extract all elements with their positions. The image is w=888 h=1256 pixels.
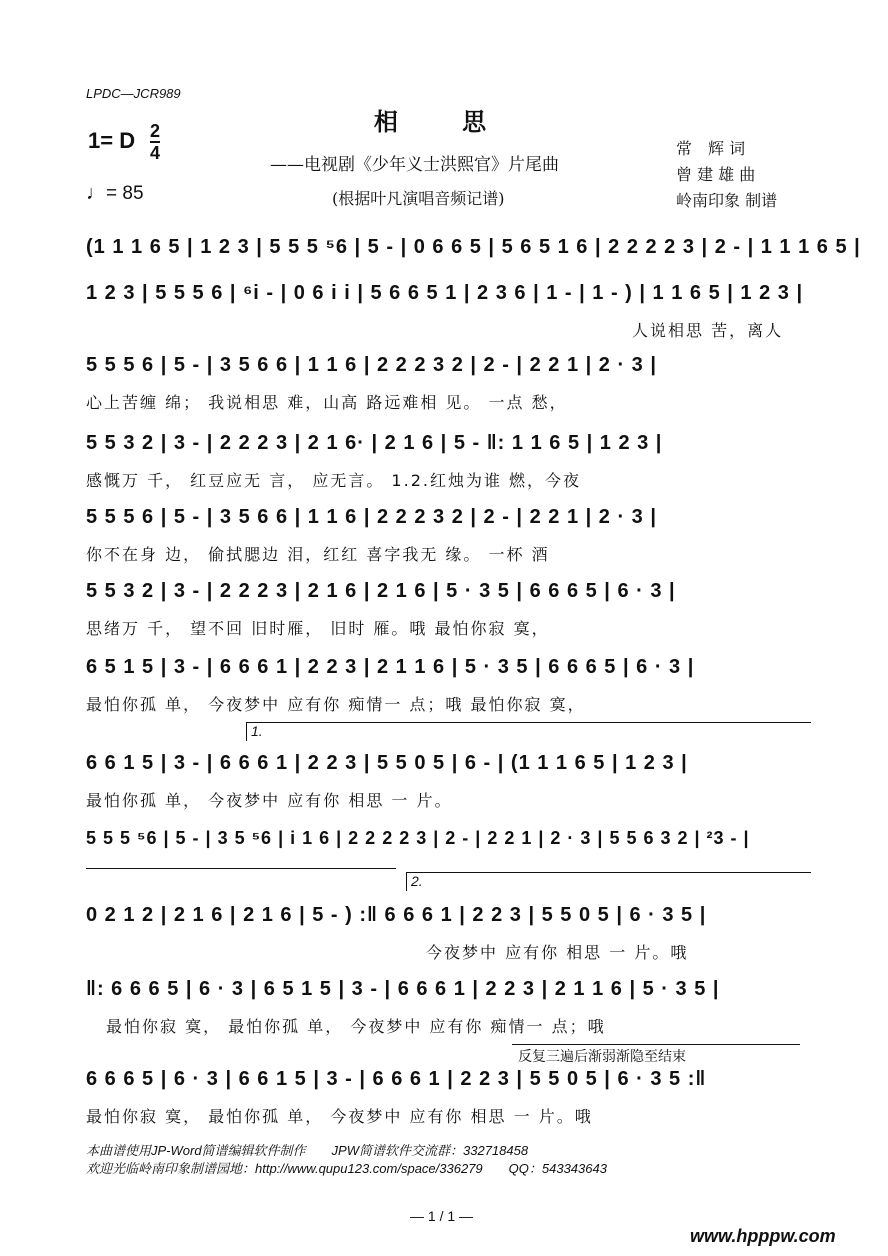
notation-line: 5 5 5 ⁵6 | 5 - | 3 5 ⁵6 | i 1 6 | 2 2 2 2 3 | 2 - | 2 2 1 | 2 · 3 | 5 5 6 3 2 | ²3 - | [86, 828, 750, 848]
notation-line: ‖: 6 6 6 5 | 6 · 3 | 6 5 1 5 | 3 - | 6 6 6 1 | 2 2 3 | 2 1 1 6 | 5 · 3 5 | [86, 978, 720, 1000]
song-title: 相 思 [373, 107, 515, 136]
lyric-line: 最怕你孤 单， 今夜梦中 应有你 痴情一 点；哦 最怕你寂 寞， [86, 695, 586, 714]
instruction-rule [512, 1044, 800, 1045]
song-subtitle: ——电视剧《少年义士洪熙官》片尾曲 [270, 155, 559, 175]
quarter-note-icon: ♩ [86, 182, 106, 204]
score-row-5 [86, 506, 806, 566]
score-row-2 [86, 282, 806, 342]
notation-line: 0 2 1 2 | 2 1 6 | 2 1 6 | 5 - ) :‖ 6 6 6 1 | 2 2 3 | 5 5 0 5 | 6 · 3 5 | [86, 904, 707, 926]
notation-line: (1 1 1 6 5 | 1 2 3 | 5 5 5 ⁵6 | 5 - | 0 6 6 5 | 5 6 5 1 6 | 2 2 2 2 3 | 2 - | 1 1 1 6 5 | [86, 236, 861, 258]
score-row-7 [86, 656, 806, 716]
lyric-line: 思绪万 千， 望不回 旧时雁， 旧时 雁。哦 最怕你寂 寞， [86, 619, 550, 638]
lyric-line: 最怕你寂 寞， 最怕你孤 单， 今夜梦中 应有你 相思 一 片。哦 [86, 1107, 593, 1126]
lyric-line: 今夜梦中 应有你 相思 一 片。哦 [426, 943, 689, 962]
arranger-credit: 岭南印象 制谱 [676, 191, 778, 210]
key-signature: 1= D [88, 128, 136, 153]
site-watermark: www.hpppw.com [690, 1226, 836, 1246]
footer-software-line: 本曲谱使用JP-Word简谱编辑软件制作 JPW简谱软件交流群：332718458 [86, 1143, 529, 1158]
lyric-line: 心上苦缠 绵； 我说相思 难，山高 路远难相 见。 一点 愁， [86, 393, 568, 412]
section-rule [86, 868, 396, 869]
notation-line: 1 2 3 | 5 5 5 6 | ⁶i - | 0 6 i i | 5 6 6 5 1 | 2 3 6 | 1 - | 1 - ) | 1 1 6 5 | 1 2 3 | [86, 282, 804, 304]
score-row-11 [86, 978, 806, 1038]
repeat-instruction: 反复三遍后渐弱渐隐至结束 [518, 1048, 686, 1064]
notation-line: 5 5 3 2 | 3 - | 2 2 2 3 | 2 1 6 | 2 1 6 | 5 · 3 5 | 6 6 6 5 | 6 · 3 | [86, 580, 676, 602]
composer-credit: 曾 建 雄 曲 [676, 165, 756, 184]
time-signature-numerator: 2 [150, 121, 161, 141]
score-row-12 [86, 1068, 806, 1128]
page-number: — 1 / 1 — [410, 1208, 474, 1224]
notation-line: 6 6 6 5 | 6 · 3 | 6 6 1 5 | 3 - | 6 6 6 1 | 2 2 3 | 5 5 0 5 | 6 · 3 5 :‖ [86, 1068, 707, 1090]
volta-1-bracket: 1. [246, 722, 811, 741]
lyric-line: 最怕你孤 单， 今夜梦中 应有你 相思 一 片。 [86, 791, 453, 810]
credits [676, 136, 777, 214]
tempo-value: = 85 [106, 183, 144, 204]
score-row-8 [86, 752, 806, 812]
notation-line: 6 6 1 5 | 3 - | 6 6 6 1 | 2 2 3 | 5 5 0 5 | 6 - | (1 1 1 6 5 | 1 2 3 | [86, 752, 688, 774]
transcription-note: (根据叶凡演唱音频记谱) [332, 189, 505, 208]
time-signature-denominator: 4 [150, 143, 161, 163]
lyric-line: 你不在身 边， 偷拭腮边 泪，红红 喜字我无 缘。 一杯 酒 [86, 545, 550, 564]
notation-line: 5 5 5 6 | 5 - | 3 5 6 6 | 1 1 6 | 2 2 2 3 2 | 2 - | 2 2 1 | 2 · 3 | [86, 506, 657, 528]
notation-line: 6 5 1 5 | 3 - | 6 6 6 1 | 2 2 3 | 2 1 1 6 | 5 · 3 5 | 6 6 6 5 | 6 · 3 | [86, 656, 695, 678]
score-row-10 [86, 904, 806, 964]
volta-2-bracket: 2. [406, 872, 811, 891]
lyric-line: 人说相思 苦，离人 [632, 321, 784, 340]
score-code: LPDC—JCR989 [86, 86, 181, 101]
footer-website-line: 欢迎光临岭南印象制谱园地：http://www.qupu123.com/space/336279 QQ：543343643 [86, 1161, 607, 1176]
lyricist-credit: 常 辉 词 [676, 139, 746, 158]
notation-line: 5 5 5 6 | 5 - | 3 5 6 6 | 1 1 6 | 2 2 2 3 2 | 2 - | 2 2 1 | 2 · 3 | [86, 354, 657, 376]
tempo-marking [86, 182, 144, 205]
time-signature [150, 122, 160, 162]
score-row-6 [86, 580, 806, 640]
lyric-line: 最怕你寂 寞， 最怕你孤 单， 今夜梦中 应有你 痴情一 点；哦 [106, 1017, 606, 1036]
lyric-line: 感慨万 千， 红豆应无 言， 应无言。 1.2.红烛为谁 燃，今夜 [86, 471, 582, 490]
score-row-3 [86, 354, 806, 414]
score-row-4 [86, 432, 806, 492]
notation-line: 5 5 3 2 | 3 - | 2 2 2 3 | 2 1 6· | 2 1 6 | 5 - ‖: 1 1 6 5 | 1 2 3 | [86, 432, 663, 454]
